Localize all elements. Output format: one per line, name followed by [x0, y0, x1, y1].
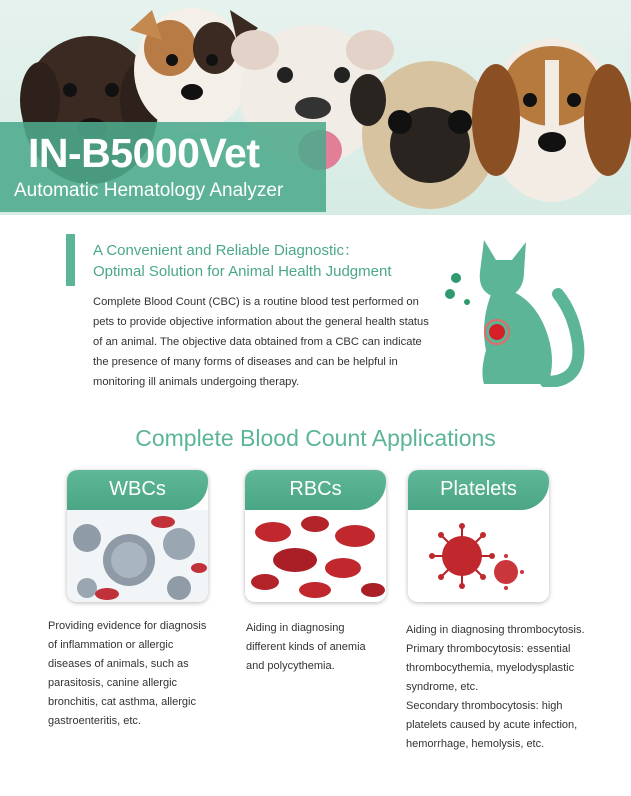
intro-title-line1: A Convenient and Reliable Diagnostic： [93, 242, 359, 259]
intro-accent-bar [66, 234, 75, 286]
hero-banner [0, 0, 631, 215]
platelet-virus-image [408, 510, 549, 602]
platelets-description-line: Aiding in diagnosing thrombocytosis. [406, 624, 585, 636]
rbc-cell-image [245, 510, 386, 602]
platelets-card [408, 470, 549, 602]
rbc-description: Aiding in diagnosing different kinds of anemia and polycythemia. [246, 622, 366, 672]
platelets-description-line: Primary thrombocytosis: essential thrombocythemia, myelodysplastic syndrome, etc. [406, 643, 575, 693]
applications-title: Complete Blood Count Applications [135, 425, 496, 451]
dog-beagle [472, 38, 631, 202]
intro-title-line2: Optimal Solution for Animal Health Judgment [93, 263, 392, 280]
wbc-card [67, 470, 208, 602]
rbc-card-label: RBCs [289, 478, 342, 500]
platelets-description-line: Secondary thrombocytosis: high platelets caused by acute infection, hemorrhage, hemolysis, etc. [406, 700, 578, 750]
platelets-description [406, 621, 586, 754]
wbc-card-label: WBCs [109, 478, 166, 500]
rbc-card [245, 470, 386, 602]
product-name: IN-B5000Vet [28, 130, 260, 176]
wbc-cell-image [67, 510, 208, 602]
wbc-description: Providing evidence for diagnosis of inflammation or allergic diseases of animals, such as parasitosis, canine allergic bronchitis, cat asthma, allergic gastroenteritis, etc. [48, 620, 207, 727]
intro-title [93, 240, 391, 282]
platelets-card-label: Platelets [440, 478, 517, 500]
product-subtitle: Automatic Hematology Analyzer [14, 180, 284, 201]
cat-silhouette-icon [440, 232, 590, 387]
intro-body: Complete Blood Count (CBC) is a routine blood test performed on pets to provide objective information about the general health status of an animal. The objective data obtained from a CBC can indicate the presence of many forms of diseases and can be helpful in monitoring ill animals undergoing therapy. [93, 296, 429, 388]
